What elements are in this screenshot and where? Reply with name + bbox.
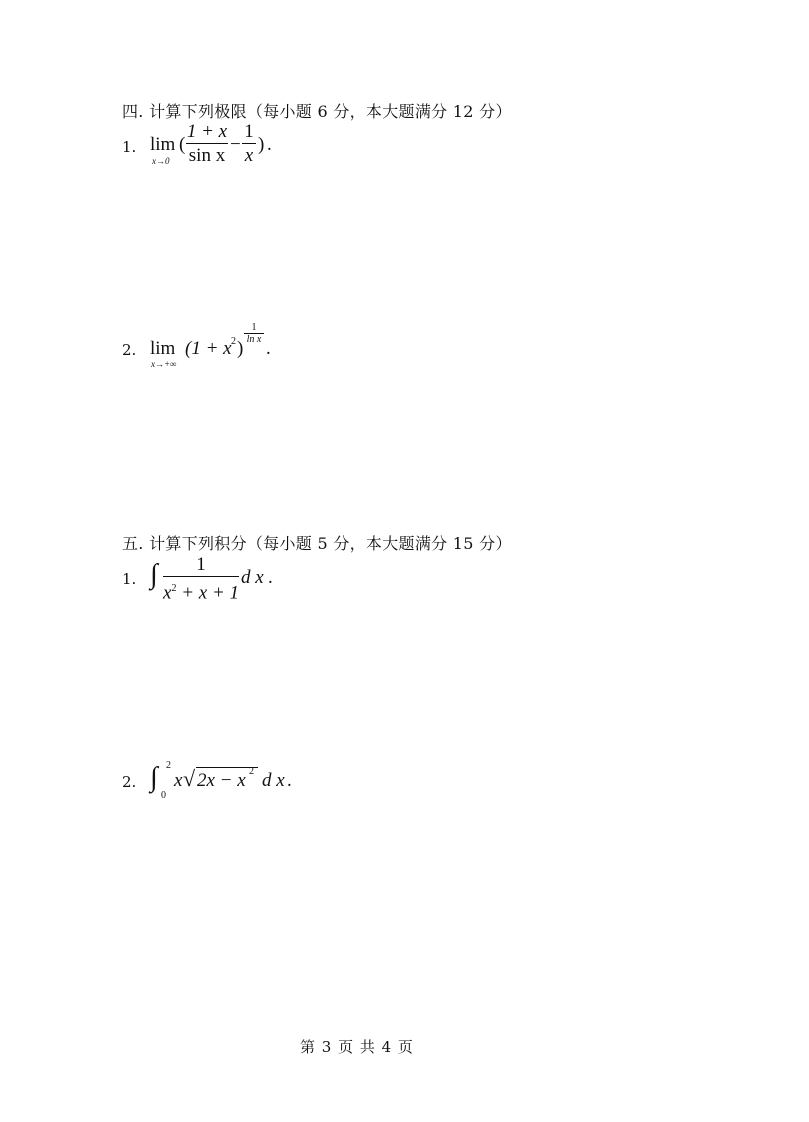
base-exponent: 2 <box>231 336 236 347</box>
radicand: 2x − x <box>197 770 246 791</box>
fraction-1 <box>186 122 228 166</box>
open-paren: ( <box>179 134 186 155</box>
x-factor: x <box>174 770 183 791</box>
numerator: 1 + x <box>186 121 228 142</box>
exponent-numerator: 1 <box>251 322 257 333</box>
denominator: x <box>244 145 254 166</box>
period: . <box>287 770 292 791</box>
fraction-bar <box>186 143 228 144</box>
problem-number: 2. <box>122 341 137 359</box>
period: . <box>267 134 272 155</box>
den-rest: + x + 1 <box>181 582 240 604</box>
den-x: x <box>163 582 172 604</box>
section-5-heading: 五. 计算下列积分（每小题 5 分，本大题满分 15 分） <box>122 534 512 553</box>
lim-subscript: x→0 <box>152 156 170 166</box>
exponent-denominator: ln x <box>246 334 262 345</box>
section-4-heading: 四. 计算下列极限（每小题 6 分，本大题满分 12 分） <box>122 102 512 121</box>
denominator: sin x <box>188 145 226 166</box>
numerator: 1 <box>244 121 254 142</box>
numerator: 1 <box>196 554 206 575</box>
integral-sign: ∫ <box>150 762 158 793</box>
upper-limit: 2 <box>166 760 171 771</box>
problem-number: 1. <box>122 570 137 588</box>
problem-number: 1. <box>122 138 137 156</box>
integrand-fraction <box>163 555 239 603</box>
fraction-bar <box>242 143 256 144</box>
problem-number: 2. <box>122 773 137 791</box>
lower-limit: 0 <box>161 790 166 801</box>
den-exponent: 2 <box>171 583 177 594</box>
period: . <box>266 338 271 359</box>
lim-operator: lim <box>150 338 176 359</box>
fraction-bar <box>163 576 239 577</box>
denominator <box>163 579 239 603</box>
exponent-fraction <box>244 322 264 345</box>
base-close-paren: ) <box>237 338 244 359</box>
integral-sign: ∫ <box>150 559 158 590</box>
page-footer: 第 3 页 共 4 页 <box>300 1038 414 1056</box>
differential: d x <box>241 567 264 588</box>
minus-sign: − <box>230 134 241 155</box>
lim-operator: lim <box>150 134 176 155</box>
differential: d x <box>262 770 285 791</box>
lim-subscript: x→+∞ <box>151 359 177 369</box>
fraction-2 <box>242 122 256 166</box>
close-paren: ) <box>258 134 265 155</box>
period: . <box>268 567 273 588</box>
sqrt-sign: √ <box>183 766 196 791</box>
limit-base: (1 + x <box>185 338 232 359</box>
radicand-exponent: 2 <box>249 766 254 777</box>
